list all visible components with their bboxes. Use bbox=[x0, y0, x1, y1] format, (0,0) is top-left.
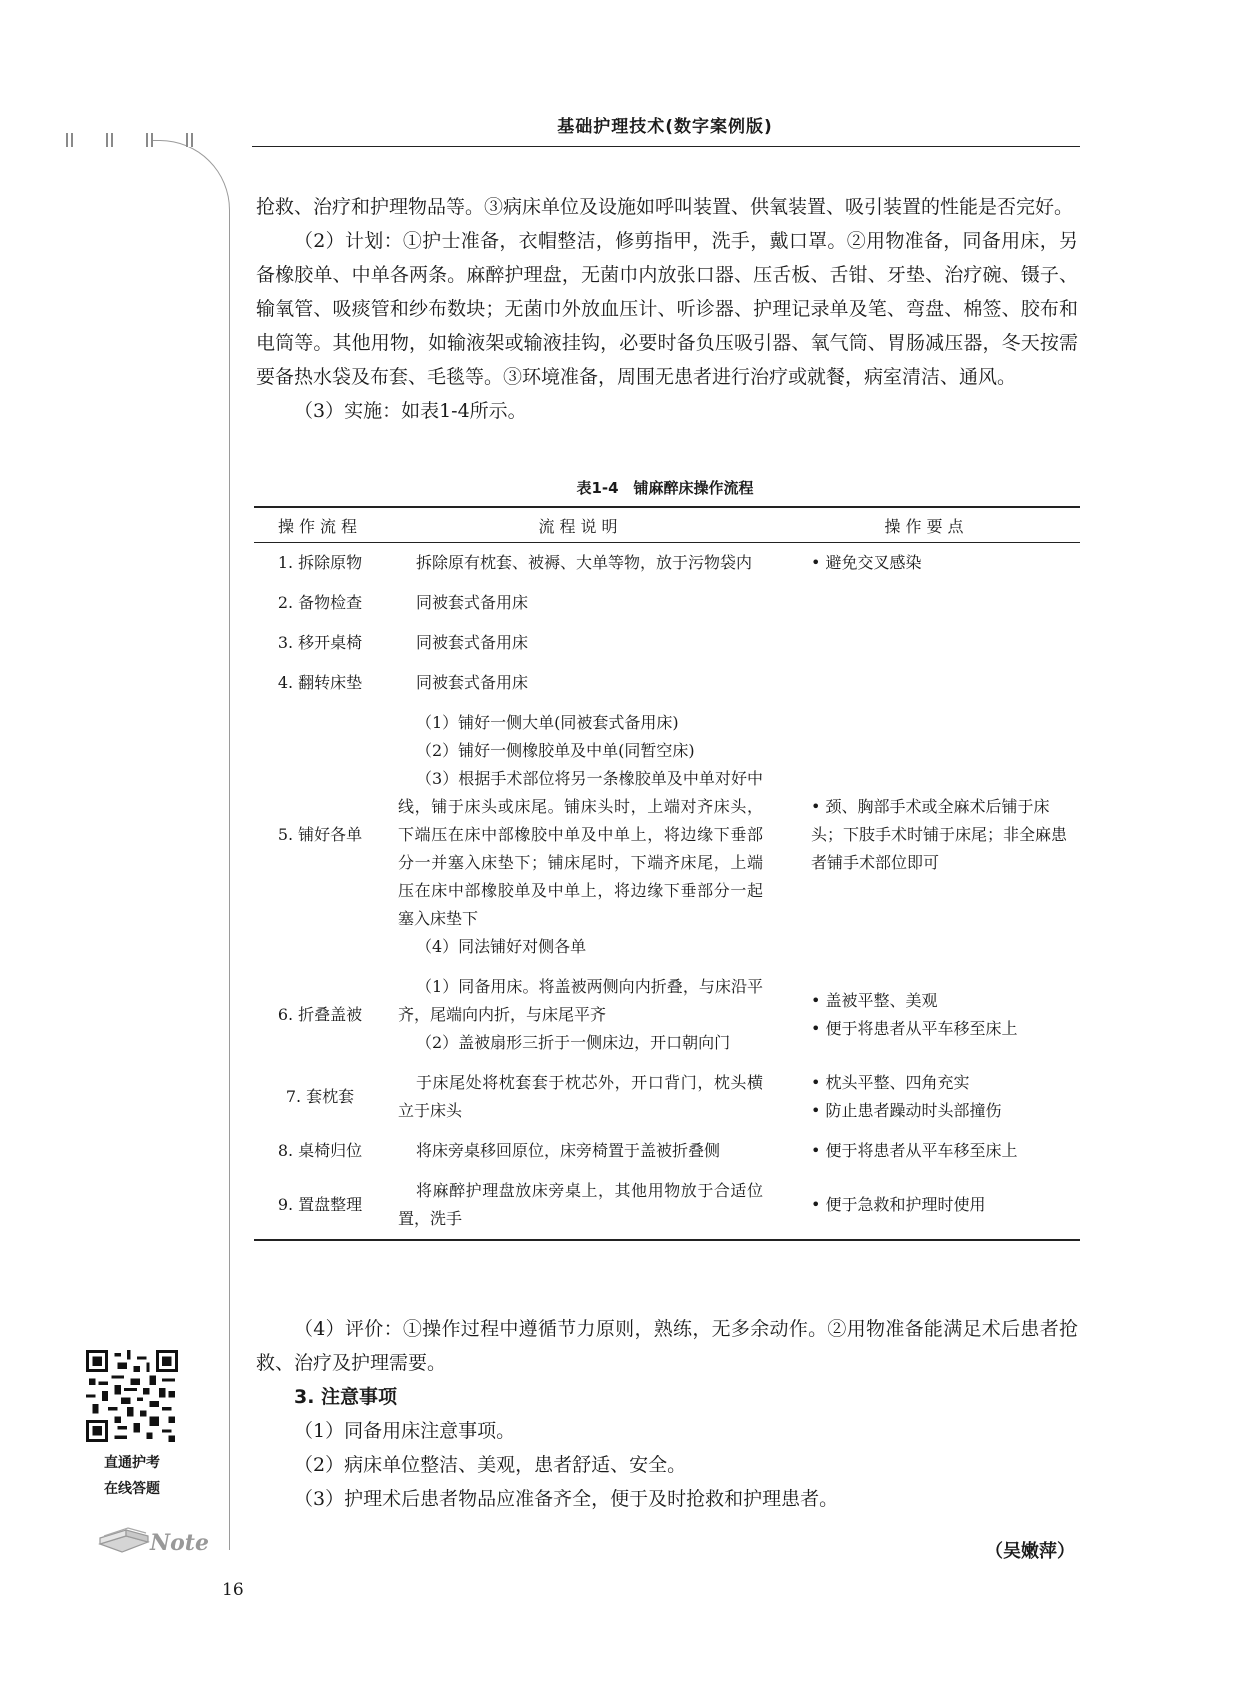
margin-curve-line bbox=[150, 140, 230, 1550]
qr-code-icon[interactable] bbox=[86, 1350, 178, 1442]
cell-description bbox=[386, 583, 773, 623]
description-line: （4）同法铺好对侧各单 bbox=[416, 937, 587, 956]
table-row bbox=[254, 623, 1080, 663]
note-item: （2）病床单位整洁、美观，患者舒适、安全。 bbox=[294, 1454, 687, 1476]
table-caption: 表1-4 铺麻醉床操作流程 bbox=[576, 479, 754, 497]
table-header-row bbox=[254, 507, 1080, 543]
cell-step: 1. 拆除原物 bbox=[277, 553, 363, 572]
column-header-step: 操作流程 bbox=[254, 507, 386, 543]
keypoint-line: • 便于将患者从平车移至床上 bbox=[811, 1019, 1018, 1038]
table-row bbox=[254, 1131, 1080, 1171]
table-row bbox=[254, 543, 1080, 584]
description-line: 将床旁桌移回原位，床旁椅置于盖被折叠侧 bbox=[416, 1141, 721, 1160]
description-line: （1）同备用床。将盖被两侧向内折叠，与床沿平齐，尾端向内折，与床尾平齐 bbox=[398, 977, 763, 1024]
table-row bbox=[254, 1063, 1080, 1131]
note-book-icon bbox=[96, 1516, 152, 1556]
description-line: （2）盖被扇形三折于一侧床边，开口朝向门 bbox=[416, 1033, 731, 1052]
cell-step: 4. 翻转床垫 bbox=[277, 673, 363, 692]
keypoint-line: • 避免交叉感染 bbox=[811, 553, 922, 572]
running-header: 基础护理技术(数字案例版) bbox=[557, 117, 773, 137]
table-row bbox=[254, 703, 1080, 967]
cell-keypoints bbox=[773, 967, 1080, 1063]
description-line: 同被套式备用床 bbox=[416, 593, 529, 612]
body-text-top bbox=[256, 190, 1078, 428]
cell-step: 5. 铺好各单 bbox=[277, 825, 363, 844]
column-header-description: 流程说明 bbox=[386, 507, 773, 543]
column-header-keypoints: 操作要点 bbox=[773, 507, 1080, 543]
page-number: 16 bbox=[222, 1580, 244, 1600]
cell-keypoints bbox=[773, 583, 1080, 623]
cell-keypoints bbox=[773, 1063, 1080, 1131]
table-row bbox=[254, 663, 1080, 703]
keypoint-line: • 枕头平整、四角充实 bbox=[811, 1073, 970, 1092]
cell-keypoints bbox=[773, 703, 1080, 967]
section-title-notes: 3. 注意事项 bbox=[294, 1386, 398, 1408]
cell-keypoints bbox=[773, 663, 1080, 703]
table-row bbox=[254, 583, 1080, 623]
keypoint-line: • 盖被平整、美观 bbox=[811, 991, 938, 1010]
cell-description bbox=[386, 623, 773, 663]
paragraph-plan: （2）计划：①护士准备，衣帽整洁，修剪指甲，洗手，戴口罩。②用物准备，同备用床，另备橡胶单、中单各两条。麻醉护理盘，无菌巾内放张口器、压舌板、舌钳、牙垫、治疗碗、镊子、输氧管、吸痰管和纱布数块；无菌巾外放血压计、听诊器、护理记录单及笔、弯盘、棉签、胶布和电筒等。其他用物，如输液架或输液挂钩，必要时备负压吸引器、氧气筒、胃肠减压器，冬天按需要备热水袋及布套、毛毯等。③环境准备，周围无患者进行治疗或就餐，病室清洁、通风。 bbox=[256, 230, 1078, 388]
note-item: （1）同备用床注意事项。 bbox=[294, 1420, 516, 1442]
cell-description bbox=[386, 663, 773, 703]
cell-description bbox=[386, 703, 773, 967]
description-line: 同被套式备用床 bbox=[416, 633, 529, 652]
margin-tick-mark bbox=[186, 133, 193, 147]
cell-description bbox=[386, 1131, 773, 1171]
cell-description bbox=[386, 543, 773, 584]
keypoint-line: • 防止患者躁动时头部撞伤 bbox=[811, 1101, 1002, 1120]
cell-step: 2. 备物检查 bbox=[277, 593, 363, 612]
author-credit: （吴嫩萍） bbox=[985, 1541, 1075, 1562]
description-line: 同被套式备用床 bbox=[416, 673, 529, 692]
header-rule bbox=[252, 146, 1080, 147]
cell-keypoints bbox=[773, 543, 1080, 584]
cell-description bbox=[386, 967, 773, 1063]
keypoint-line: • 便于急救和护理时使用 bbox=[811, 1195, 986, 1214]
description-line: （2）铺好一侧橡胶单及中单(同暂空床) bbox=[416, 741, 695, 760]
margin-tick-mark bbox=[146, 133, 153, 147]
cell-keypoints bbox=[773, 623, 1080, 663]
procedure-table bbox=[254, 506, 1080, 1241]
description-line: （1）铺好一侧大单(同被套式备用床) bbox=[416, 713, 679, 732]
description-line: 于床尾处将枕套套于枕芯外，开口背门，枕头横立于床头 bbox=[398, 1073, 763, 1120]
cell-description bbox=[386, 1171, 773, 1240]
body-text-bottom bbox=[256, 1312, 1078, 1516]
keypoint-line: • 颈、胸部手术或全麻术后铺于床头；下肢手术时铺于床尾；非全麻患者铺手术部位即可 bbox=[811, 797, 1068, 872]
description-line: 拆除原有枕套、被褥、大单等物，放于污物袋内 bbox=[416, 553, 753, 572]
table-row bbox=[254, 967, 1080, 1063]
note-label: Note bbox=[150, 1530, 209, 1556]
description-line: （3）根据手术部位将另一条橡胶单及中单对好中线，铺于床头或床尾。铺床头时，上端对齐床头，下端压在床中部橡胶中单及中单上，将边缘下垂部分一并塞入床垫下；铺床尾时，下端齐床尾，上端压在床中部橡胶单及中单上，将边缘下垂部分一起塞入床垫下 bbox=[398, 769, 763, 928]
margin-tick-mark bbox=[66, 133, 73, 147]
cell-step: 6. 折叠盖被 bbox=[277, 1005, 363, 1024]
table-row bbox=[254, 1171, 1080, 1240]
margin-tick-mark bbox=[106, 133, 113, 147]
description-line: 将麻醉护理盘放床旁桌上，其他用物放于合适位置，洗手 bbox=[398, 1181, 763, 1228]
paragraph-evaluation: （4）评价：①操作过程中遵循节力原则，熟练，无多余动作。②用物准备能满足术后患者抢救、治疗及护理需要。 bbox=[256, 1318, 1078, 1374]
cell-step: 8. 桌椅归位 bbox=[277, 1141, 363, 1160]
paragraph-assessment-end: 抢救、治疗和护理物品等。③病床单位及设施如呼叫装置、供氧装置、吸引装置的性能是否完好。 bbox=[256, 196, 1074, 218]
cell-keypoints bbox=[773, 1171, 1080, 1240]
qr-caption-line2: 在线答题 bbox=[104, 1481, 160, 1497]
keypoint-line: • 便于将患者从平车移至床上 bbox=[811, 1141, 1018, 1160]
qr-caption-line1: 直通护考 bbox=[104, 1455, 160, 1471]
note-item: （3）护理术后患者物品应准备齐全，便于及时抢救和护理患者。 bbox=[294, 1488, 839, 1510]
cell-step: 3. 移开桌椅 bbox=[277, 633, 363, 652]
paragraph-implementation: （3）实施：如表1-4所示。 bbox=[294, 400, 527, 422]
cell-keypoints bbox=[773, 1131, 1080, 1171]
cell-description bbox=[386, 1063, 773, 1131]
cell-step: 9. 置盘整理 bbox=[254, 1171, 386, 1240]
cell-step: 7. 套枕套 bbox=[285, 1087, 355, 1106]
